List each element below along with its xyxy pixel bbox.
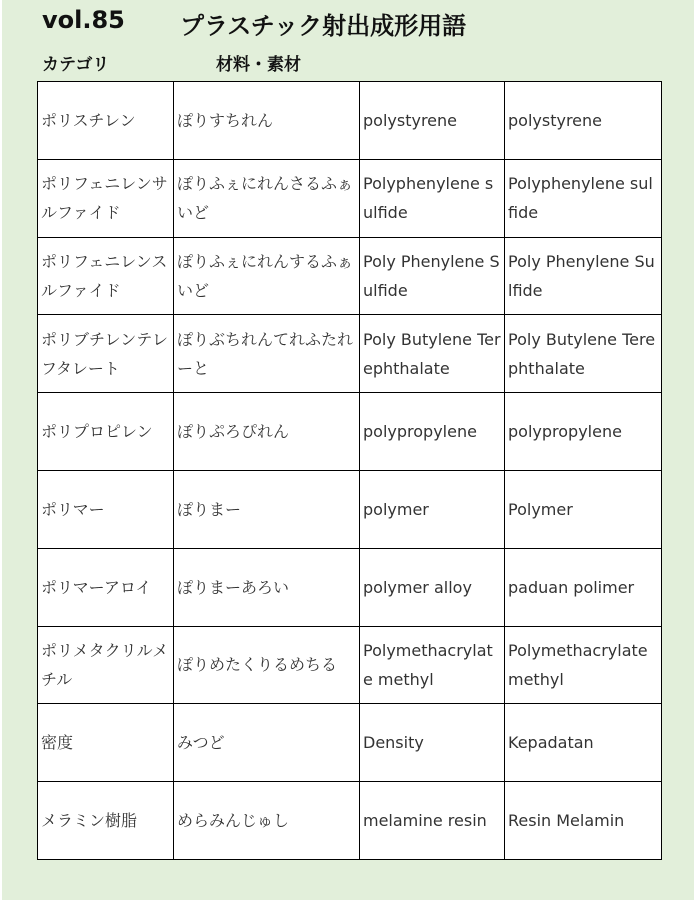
left-edge [0,0,2,900]
term-indonesian: polystyrene [505,82,662,160]
table-row [38,159,662,237]
term-japanese: ポリスチレン [38,82,174,160]
term-japanese: 密度 [38,704,174,782]
term-english: Polyphenylene sulfide [360,159,505,237]
table-row [38,393,662,471]
term-reading: ぽりすちれん [174,82,360,160]
term-reading: ぽりぶちれんてれふたれーと [174,315,360,393]
page-title: プラスチック射出成形用語 [180,12,467,40]
term-english: Polymethacrylate methyl [360,626,505,704]
term-english: polymer alloy [360,548,505,626]
term-english: polypropylene [360,393,505,471]
term-indonesian: paduan polimer [505,548,662,626]
category-value: 材料・素材 [216,55,301,75]
term-english: Poly Phenylene Sulfide [360,237,505,315]
term-indonesian: Poly Phenylene Sulfide [505,237,662,315]
category-label: カテゴリ [42,55,110,75]
term-english: Density [360,704,505,782]
term-indonesian: Kepadatan [505,704,662,782]
term-reading: ぽりまーあろい [174,548,360,626]
term-japanese: ポリフェニレンスルファイド [38,237,174,315]
table-row [38,82,662,160]
table-row [38,237,662,315]
term-japanese: ポリプロピレン [38,393,174,471]
term-japanese: ポリマー [38,470,174,548]
term-indonesian: Polyphenylene sulfide [505,159,662,237]
term-reading: みつど [174,704,360,782]
table-row [38,782,662,860]
term-indonesian: Polymer [505,470,662,548]
term-reading: ぽりめたくりるめちる [174,626,360,704]
term-english: melamine resin [360,782,505,860]
term-indonesian: polypropylene [505,393,662,471]
volume-label: vol.85 [42,6,125,34]
term-reading: ぽりふぇにれんさるふぁいど [174,159,360,237]
table-row [38,548,662,626]
term-indonesian: Polymethacrylate methyl [505,626,662,704]
table-row [38,315,662,393]
term-indonesian: Resin Melamin [505,782,662,860]
term-japanese: メラミン樹脂 [38,782,174,860]
term-japanese: ポリフェニレンサルファイド [38,159,174,237]
table-row [38,626,662,704]
term-indonesian: Poly Butylene Terephthalate [505,315,662,393]
term-english: polymer [360,470,505,548]
term-english: Poly Butylene Terephthalate [360,315,505,393]
table-row [38,704,662,782]
term-japanese: ポリメタクリルメチル [38,626,174,704]
term-english: polystyrene [360,82,505,160]
term-reading: ぽりまー [174,470,360,548]
term-japanese: ポリマーアロイ [38,548,174,626]
term-reading: ぽりぷろぴれん [174,393,360,471]
term-reading: めらみんじゅし [174,782,360,860]
term-reading: ぽりふぇにれんするふぁいど [174,237,360,315]
glossary-table [37,81,662,860]
table-row [38,470,662,548]
term-japanese: ポリブチレンテレフタレート [38,315,174,393]
